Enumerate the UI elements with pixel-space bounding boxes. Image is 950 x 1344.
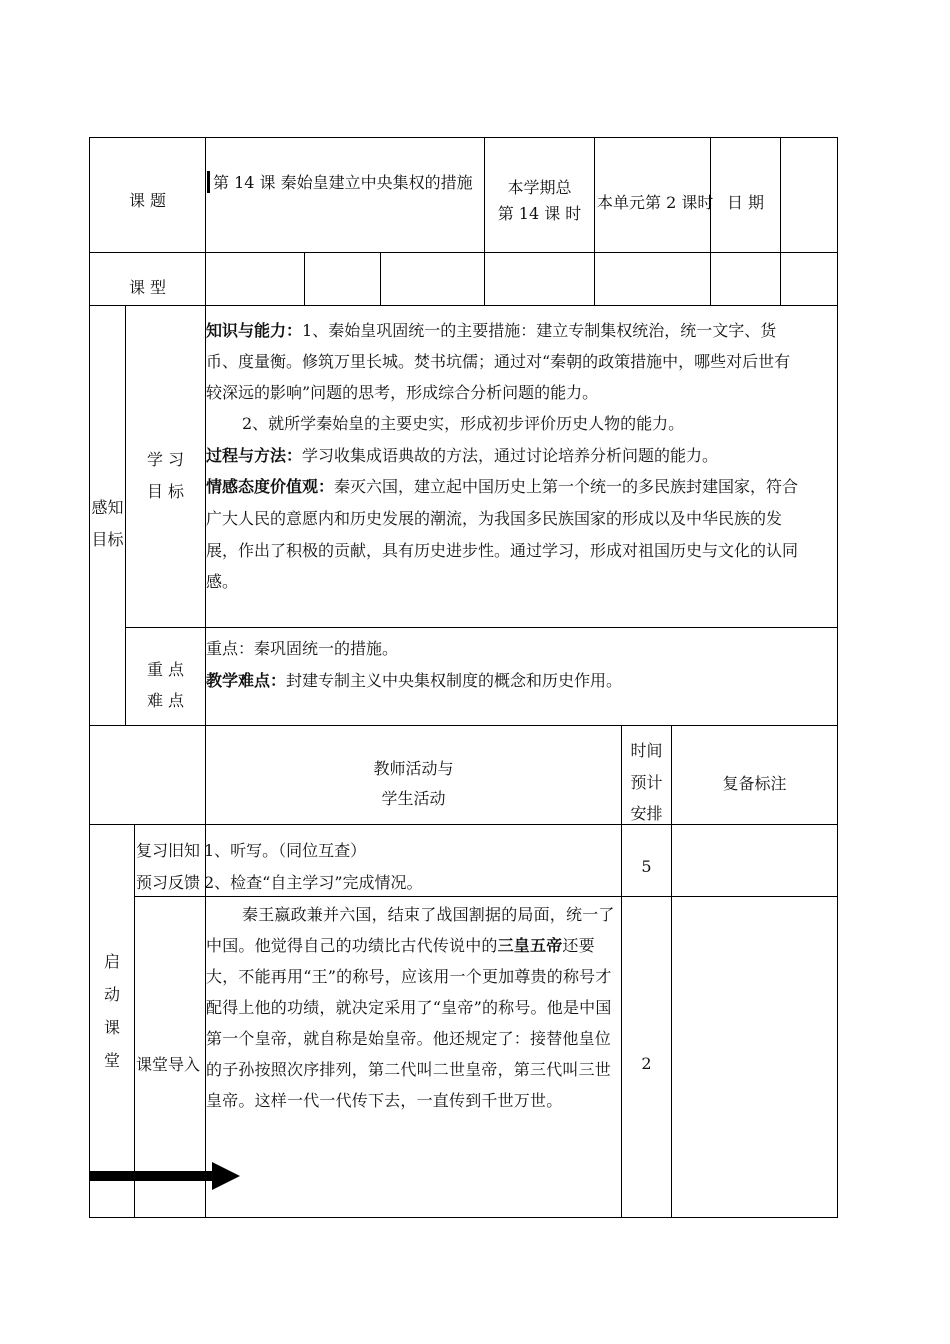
process-title: 过程与方法： — [206, 446, 303, 465]
notes-header: 复备标注 — [722, 774, 787, 793]
emotion-text-1: 秦灭六国，建立起中国历史上第一个统一的多民族封建国家，符合 — [334, 477, 799, 496]
learning-goals-label-2: 目 标 — [146, 482, 185, 501]
intro-paragraph — [206, 899, 616, 1116]
table-border-right — [837, 137, 838, 1218]
col-divider — [594, 137, 595, 306]
unit-hours: 本单元第 2 课时 — [597, 193, 714, 212]
knowledge-text-1: 1、秦始皇巩固统一的主要措施：建立专制集权统治，统一文字、货 — [302, 321, 777, 340]
start-section-label-3: 课 — [103, 1018, 120, 1037]
lesson-title: 第 14 课 秦始皇建立中央集权的措施 — [213, 173, 473, 192]
goals-section-label-2: 目标 — [91, 530, 124, 549]
review-item-1: 1、听写。（同位互查） — [204, 841, 367, 860]
time-header-3: 安排 — [630, 804, 663, 823]
col-divider — [671, 725, 672, 1218]
col-divider — [780, 137, 781, 306]
intro-text-post: 还要大，不能再用“王”的称号，应该用一个更加尊贵的称号才配得上他的功绩，就决定采用了“皇帝”的称号。他是中国第一个皇帝，就自称是始皇帝。他还规定了：接替他皇位的子孙按照次序排列，第二代叫二世皇帝，第三代叫三世皇帝。这样一代一代传下去，一直传到千世万世。 — [206, 936, 612, 1110]
knowledge-ability-line2: 币、度量衡。修筑万里长城。焚书坑儒；通过对“秦朝的政策措施中，哪些对后世有 — [206, 352, 791, 371]
review-label-2: 预习反馈 — [136, 873, 201, 892]
col-divider — [621, 725, 622, 1218]
activity-header-line2: 学生活动 — [381, 789, 446, 808]
time-header-1: 时间 — [630, 741, 663, 760]
process-text: 学习收集成语典故的方法，通过讨论培养分析问题的能力。 — [302, 446, 719, 465]
row-divider — [89, 252, 838, 253]
right-arrow-icon — [90, 1171, 214, 1181]
start-section-label-2: 动 — [103, 985, 120, 1004]
key-point-text: 重点：秦巩固统一的措施。 — [206, 639, 399, 658]
row-divider — [89, 305, 838, 306]
col-divider — [134, 824, 135, 1218]
time-header-2: 预计 — [630, 773, 663, 792]
table-border-top — [89, 137, 838, 138]
col-divider — [304, 252, 305, 306]
difficulty-text: 封建专制主义中央集权制度的概念和历史作用。 — [286, 671, 623, 690]
start-section-label-1: 启 — [103, 952, 120, 971]
row-divider — [125, 627, 838, 628]
row-divider — [89, 725, 838, 726]
intro-text-pre: 秦王嬴政兼并六国，结束了战国割据的局面，统一了中国。他觉得自己的功绩比古代传说中的 — [206, 905, 615, 955]
knowledge-ability-line1 — [206, 315, 776, 346]
table-border-left — [89, 137, 90, 1218]
emotion-values-line3: 展，作出了积极的贡献，具有历史进步性。通过学习，形成对祖国历史与文化的认同 — [206, 541, 799, 560]
process-method-line — [206, 440, 718, 471]
review-item-2: 2、检查“自主学习”完成情况。 — [204, 873, 423, 892]
intro-label: 课堂导入 — [136, 1055, 201, 1074]
emotion-title: 情感态度价值观： — [206, 477, 335, 496]
start-section-label-4: 堂 — [103, 1051, 120, 1070]
col-divider — [380, 252, 381, 306]
row-divider — [134, 896, 838, 897]
title-marker-bar — [207, 171, 210, 193]
difficulty-title: 教学难点： — [206, 671, 287, 690]
review-label-1: 复习旧知 — [136, 841, 201, 860]
date-label: 日 期 — [726, 193, 765, 212]
keypoints-label-2: 难 点 — [146, 691, 185, 710]
review-time: 5 — [641, 857, 652, 876]
lesson-type-label: 课 型 — [128, 278, 167, 297]
emotion-values-line4: 感。 — [206, 572, 239, 591]
knowledge-ability-line3: 较深远的影响”问题的思考，形成综合分析问题的能力。 — [206, 383, 599, 402]
emotion-values-line2: 广大人民的意愿内和历史发展的潮流，为我国多民族国家的形成以及中华民族的发 — [206, 509, 783, 528]
row-divider — [89, 824, 838, 825]
learning-goals-label-1: 学 习 — [146, 450, 185, 469]
col-divider — [710, 137, 711, 306]
intro-text-bold: 三皇五帝 — [497, 936, 563, 955]
keypoints-label-1: 重 点 — [146, 660, 185, 679]
intro-time: 2 — [641, 1054, 652, 1073]
knowledge-title: 知识与能力： — [206, 321, 303, 340]
right-arrow-head-icon — [212, 1162, 240, 1190]
term-hours-line2: 第 14 课 时 — [497, 204, 582, 223]
table-border-bottom — [89, 1217, 838, 1218]
activity-header-line1: 教师活动与 — [373, 759, 454, 778]
goals-section-label-1: 感知 — [91, 498, 124, 517]
knowledge-ability-line4: 2、就所学秦始皇的主要史实，形成初步评价历史人物的能力。 — [242, 414, 685, 433]
emotion-values-line1 — [206, 471, 798, 502]
difficulty-line — [206, 665, 622, 696]
term-hours-line1: 本学期总 — [507, 178, 572, 197]
lesson-label: 课 题 — [128, 191, 167, 210]
